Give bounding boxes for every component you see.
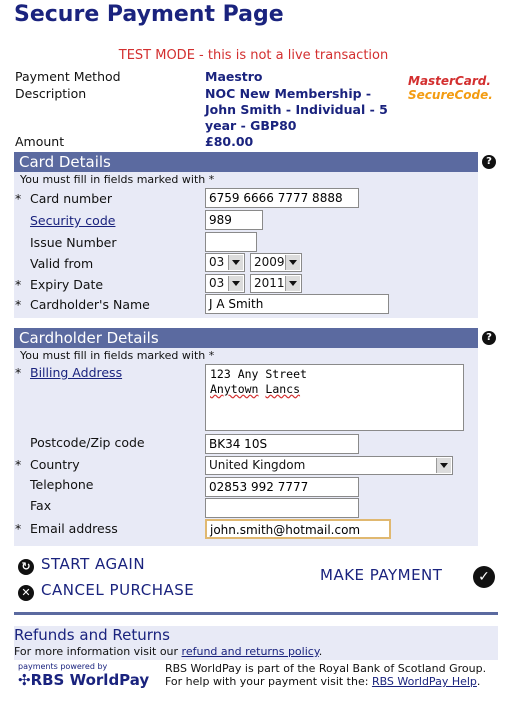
mastercard-securecode-logo: [408, 74, 493, 102]
email-input[interactable]: john.smith@hotmail.com: [205, 519, 391, 539]
country-label: Country: [30, 457, 80, 472]
rbs-brand-name: RBS WorldPay: [30, 671, 150, 689]
refunds-text-prefix: For more information visit our: [14, 645, 182, 658]
valid-from-year-select[interactable]: [250, 253, 302, 272]
expiry-month-value: 03: [209, 276, 225, 290]
description-line-3: year - GBP80: [205, 118, 297, 133]
amount-value: £80.00: [205, 134, 254, 149]
expiry-year-select[interactable]: [250, 274, 302, 293]
postcode-label: Postcode/Zip code: [30, 435, 145, 450]
expiry-year-value: 2011: [254, 276, 285, 290]
footer-help-prefix: For help with your payment visit the:: [165, 675, 372, 688]
expiry-date-label: Expiry Date: [30, 277, 104, 292]
card-details-header: Card Details: [14, 152, 478, 172]
divider: [14, 612, 498, 615]
required-mark: *: [15, 457, 22, 472]
description-line-2: John Smith - Individual - 5: [205, 102, 388, 117]
valid-from-month-value: 03: [209, 255, 225, 269]
checkmark-icon[interactable]: ✓: [473, 566, 495, 588]
description-line-1: NOC New Membership -: [205, 86, 372, 101]
valid-from-month-select[interactable]: [205, 253, 245, 272]
help-icon[interactable]: ?: [482, 331, 496, 345]
payment-method-label: Payment Method: [15, 69, 121, 84]
required-mark: *: [15, 191, 22, 206]
telephone-input[interactable]: 02853 992 7777: [205, 477, 359, 497]
cardholder-name-input[interactable]: J A Smith: [205, 294, 389, 314]
rbs-worldpay-logo: [18, 662, 149, 689]
amount-label: Amount: [15, 134, 65, 149]
dropdown-arrow-icon: [285, 276, 300, 291]
footer-line-2: [165, 675, 505, 688]
required-fields-note: You must fill in fields marked with *: [20, 349, 215, 362]
mastercard-logo-text: MasterCard.: [408, 74, 491, 88]
required-fields-note: You must fill in fields marked with *: [20, 173, 215, 186]
refunds-title: Refunds and Returns: [14, 626, 170, 644]
postcode-input[interactable]: BK34 10S: [205, 434, 359, 454]
issue-number-label: Issue Number: [30, 235, 117, 250]
expiry-month-select[interactable]: [205, 274, 245, 293]
country-select[interactable]: [205, 456, 453, 475]
page-title: Secure Payment Page: [14, 2, 284, 27]
valid-from-year-value: 2009: [254, 255, 285, 269]
refunds-text-suffix: .: [318, 645, 323, 658]
rbs-daisy-icon: ✣: [18, 671, 31, 689]
powered-by-text: payments powered by: [18, 662, 108, 671]
required-mark: *: [15, 297, 22, 312]
footer-text: [165, 662, 505, 688]
footer-help-suffix: .: [476, 675, 481, 688]
cancel-purchase-button[interactable]: CANCEL PURCHASE: [41, 581, 195, 599]
fax-label: Fax: [30, 498, 52, 513]
valid-from-label: Valid from: [30, 256, 94, 271]
rbs-brand-text: [18, 671, 149, 689]
card-number-input[interactable]: 6759 6666 7777 8888: [205, 188, 359, 208]
refunds-text: [14, 645, 322, 658]
cancel-icon[interactable]: ✕: [18, 585, 34, 601]
payment-method-value: Maestro: [205, 69, 263, 84]
securecode-logo-text: SecureCode.: [408, 88, 493, 102]
test-mode-notice: TEST MODE - this is not a live transaction: [118, 48, 389, 63]
help-icon[interactable]: ?: [482, 155, 496, 169]
issue-number-input[interactable]: [205, 232, 257, 252]
cardholder-name-label: Cardholder's Name: [30, 297, 150, 312]
address-line-1: 123 Any Street: [210, 367, 307, 381]
make-payment-button[interactable]: MAKE PAYMENT: [320, 566, 443, 584]
billing-address-textarea[interactable]: [205, 364, 464, 431]
dropdown-arrow-icon: [436, 458, 451, 473]
security-code-link[interactable]: Security code: [30, 213, 116, 228]
card-number-label: Card number: [30, 191, 113, 206]
required-mark: *: [15, 365, 22, 380]
required-mark: *: [15, 521, 22, 536]
refund-policy-link[interactable]: refund and returns policy: [181, 645, 319, 658]
refresh-icon[interactable]: ↻: [18, 559, 34, 575]
security-code-input[interactable]: 989: [205, 210, 263, 230]
address-line-2: Anytown: [210, 382, 259, 396]
worldpay-help-link[interactable]: RBS WorldPay Help: [371, 675, 477, 688]
country-value: United Kingdom: [209, 458, 306, 472]
fax-input[interactable]: [205, 498, 359, 518]
cardholder-details-header: Cardholder Details: [14, 328, 478, 348]
description-label: Description: [15, 86, 87, 101]
email-label: Email address: [30, 521, 118, 536]
required-mark: *: [15, 277, 22, 292]
start-again-button[interactable]: START AGAIN: [41, 555, 146, 573]
billing-address-link[interactable]: Billing Address: [30, 365, 123, 380]
footer-line-1: RBS WorldPay is part of the Royal Bank of Scotland Group.: [165, 662, 487, 675]
address-line-3: Lancs: [265, 382, 301, 396]
telephone-label: Telephone: [30, 477, 94, 492]
dropdown-arrow-icon: [228, 255, 243, 270]
dropdown-arrow-icon: [228, 276, 243, 291]
dropdown-arrow-icon: [285, 255, 300, 270]
